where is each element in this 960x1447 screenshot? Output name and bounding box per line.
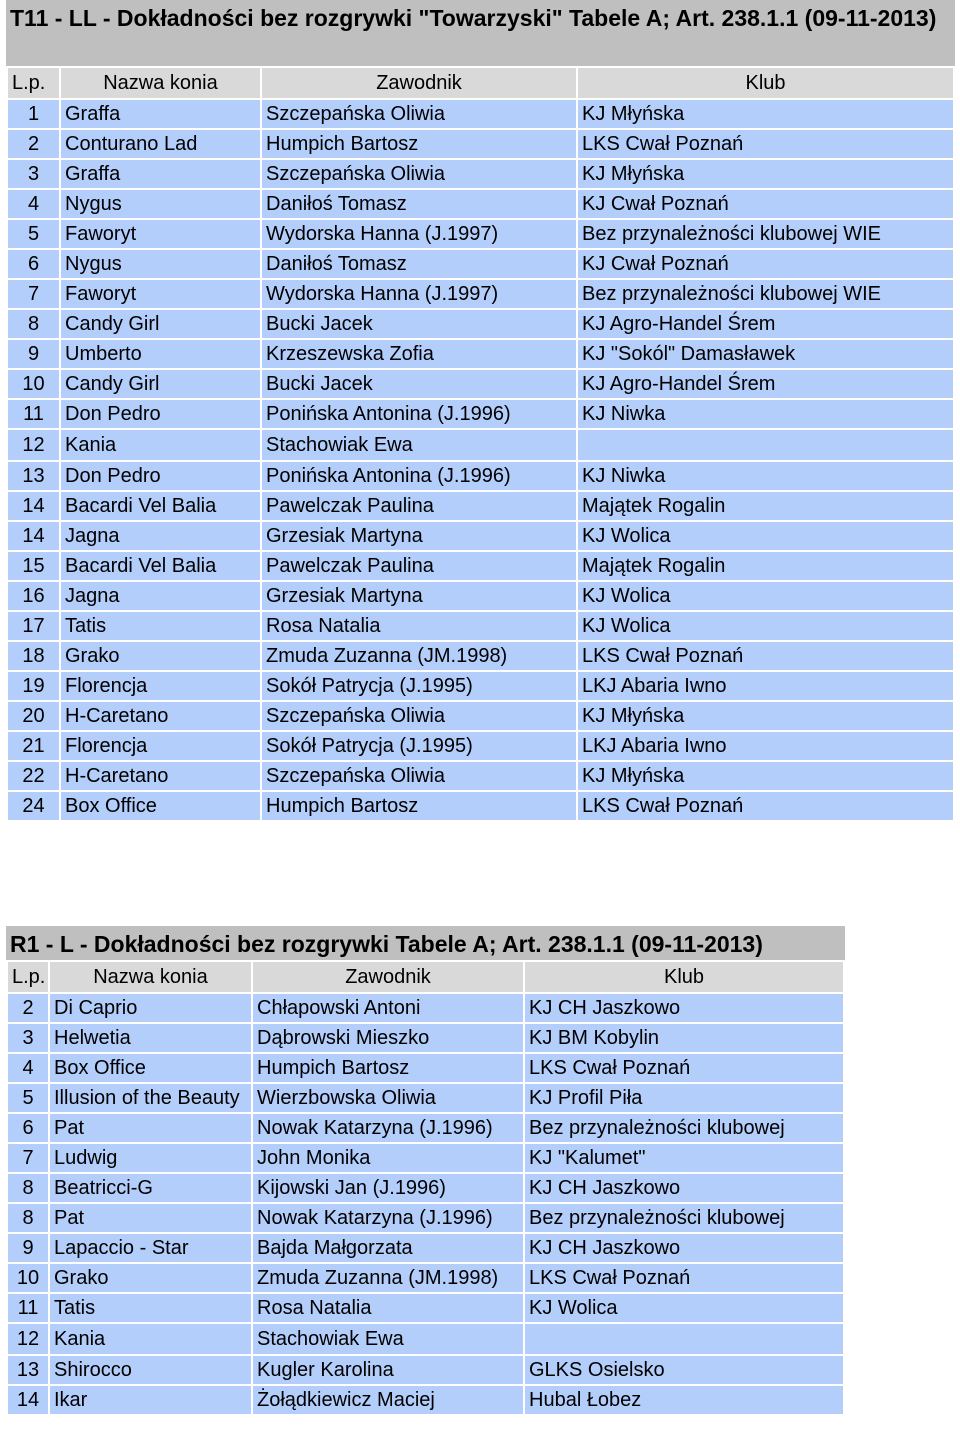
table-row xyxy=(7,1173,844,1203)
row-horse-name: Graffa xyxy=(60,99,261,129)
row-club: KJ BM Kobylin xyxy=(524,1023,844,1053)
table-row xyxy=(7,309,954,339)
row-club: KJ CH Jaszkowo xyxy=(524,1233,844,1263)
row-horse-name: Florencja xyxy=(60,671,261,701)
results-grid xyxy=(6,960,845,1416)
row-club: KJ Cwał Poznań xyxy=(577,249,954,279)
row-club: KJ Cwał Poznań xyxy=(577,189,954,219)
row-lp: 2 xyxy=(7,993,49,1023)
row-horse-name: Candy Girl xyxy=(60,369,261,399)
row-horse-name: H-Caretano xyxy=(60,761,261,791)
table-row xyxy=(7,701,954,731)
table-row xyxy=(7,611,954,641)
table-row xyxy=(7,129,954,159)
row-lp: 21 xyxy=(7,731,60,761)
table-row xyxy=(7,1355,844,1385)
row-club: Hubal Łobez xyxy=(524,1385,844,1415)
row-rider: Ponińska Antonina (J.1996) xyxy=(261,461,577,491)
row-club xyxy=(524,1323,844,1355)
row-horse-name: Grako xyxy=(60,641,261,671)
row-lp: 8 xyxy=(7,1203,49,1233)
row-club: KJ "Kalumet" xyxy=(524,1143,844,1173)
row-horse-name: Grako xyxy=(49,1263,252,1293)
row-horse-name: Jagna xyxy=(60,581,261,611)
row-rider: Humpich Bartosz xyxy=(252,1053,524,1083)
row-lp: 7 xyxy=(7,1143,49,1173)
table-row xyxy=(7,1203,844,1233)
table-row xyxy=(7,1385,844,1415)
row-lp: 8 xyxy=(7,309,60,339)
row-rider: Szczepańska Oliwia xyxy=(261,701,577,731)
row-lp: 14 xyxy=(7,521,60,551)
row-lp: 16 xyxy=(7,581,60,611)
row-rider: Szczepańska Oliwia xyxy=(261,761,577,791)
row-rider: Pawelczak Paulina xyxy=(261,491,577,521)
row-rider: Bucki Jacek xyxy=(261,369,577,399)
row-rider: Wydorska Hanna (J.1997) xyxy=(261,219,577,249)
header-row xyxy=(7,67,954,99)
row-lp: 3 xyxy=(7,159,60,189)
row-horse-name: Nygus xyxy=(60,249,261,279)
row-club: LKS Cwał Poznań xyxy=(577,129,954,159)
row-club: Bez przynależności klubowej xyxy=(524,1203,844,1233)
row-rider: Sokół Patrycja (J.1995) xyxy=(261,671,577,701)
results-grid xyxy=(6,66,955,822)
row-club: KJ Niwka xyxy=(577,461,954,491)
table-row xyxy=(7,429,954,461)
header-club: Klub xyxy=(577,67,954,99)
header-row xyxy=(7,961,844,993)
header-rider: Zawodnik xyxy=(252,961,524,993)
row-rider: Szczepańska Oliwia xyxy=(261,159,577,189)
row-club: LKJ Abaria Iwno xyxy=(577,731,954,761)
table-row xyxy=(7,491,954,521)
row-club: KJ Młyńska xyxy=(577,159,954,189)
row-club: KJ Profil Piła xyxy=(524,1083,844,1113)
row-club: KJ Niwka xyxy=(577,399,954,429)
row-horse-name: Jagna xyxy=(60,521,261,551)
row-horse-name: Ikar xyxy=(49,1385,252,1415)
header-rider: Zawodnik xyxy=(261,67,577,99)
row-lp: 5 xyxy=(7,219,60,249)
row-lp: 1 xyxy=(7,99,60,129)
row-lp: 10 xyxy=(7,1263,49,1293)
row-club: KJ Młyńska xyxy=(577,701,954,731)
row-club: KJ Młyńska xyxy=(577,99,954,129)
row-horse-name: Conturano Lad xyxy=(60,129,261,159)
row-horse-name: Illusion of the Beauty xyxy=(49,1083,252,1113)
row-club: LKS Cwał Poznań xyxy=(524,1053,844,1083)
row-lp: 7 xyxy=(7,279,60,309)
row-lp: 13 xyxy=(7,1355,49,1385)
row-rider: Zmuda Zuzanna (JM.1998) xyxy=(261,641,577,671)
row-club: KJ CH Jaszkowo xyxy=(524,993,844,1023)
row-lp: 20 xyxy=(7,701,60,731)
row-rider: Wydorska Hanna (J.1997) xyxy=(261,279,577,309)
row-rider: Pawelczak Paulina xyxy=(261,551,577,581)
table-row xyxy=(7,1323,844,1355)
row-rider: Daniłoś Tomasz xyxy=(261,249,577,279)
row-rider: Daniłoś Tomasz xyxy=(261,189,577,219)
row-club: LKS Cwał Poznań xyxy=(524,1263,844,1293)
table-row xyxy=(7,461,954,491)
row-rider: Bucki Jacek xyxy=(261,309,577,339)
table-title: T11 - LL - Dokładności bez rozgrywki "Towarzyski" Tabele A; Art. 238.1.1 (09-11-2013) xyxy=(6,0,955,66)
row-rider: Rosa Natalia xyxy=(261,611,577,641)
table-row xyxy=(7,279,954,309)
row-club xyxy=(577,429,954,461)
row-lp: 6 xyxy=(7,1113,49,1143)
row-lp: 8 xyxy=(7,1173,49,1203)
row-horse-name: Shirocco xyxy=(49,1355,252,1385)
table-row xyxy=(7,761,954,791)
row-club: Majątek Rogalin xyxy=(577,551,954,581)
row-club: KJ Agro-Handel Śrem xyxy=(577,369,954,399)
table-row xyxy=(7,551,954,581)
row-horse-name: Helwetia xyxy=(49,1023,252,1053)
row-horse-name: Don Pedro xyxy=(60,461,261,491)
row-club: Bez przynależności klubowej WIE xyxy=(577,279,954,309)
row-lp: 22 xyxy=(7,761,60,791)
row-horse-name: Nygus xyxy=(60,189,261,219)
row-horse-name: Beatricci-G xyxy=(49,1173,252,1203)
row-rider: Humpich Bartosz xyxy=(261,791,577,821)
row-club: KJ Wolica xyxy=(524,1293,844,1323)
row-rider: Humpich Bartosz xyxy=(261,129,577,159)
row-club: LKS Cwał Poznań xyxy=(577,791,954,821)
results-table-t11 xyxy=(6,0,955,822)
table-row xyxy=(7,521,954,551)
table-title: R1 - L - Dokładności bez rozgrywki Tabele A; Art. 238.1.1 (09-11-2013) xyxy=(6,926,845,960)
row-club: KJ CH Jaszkowo xyxy=(524,1173,844,1203)
table-row xyxy=(7,219,954,249)
row-club: Bez przynależności klubowej xyxy=(524,1113,844,1143)
table-row xyxy=(7,1263,844,1293)
row-rider: Grzesiak Martyna xyxy=(261,581,577,611)
row-rider: Kugler Karolina xyxy=(252,1355,524,1385)
row-lp: 5 xyxy=(7,1083,49,1113)
row-horse-name: Graffa xyxy=(60,159,261,189)
row-rider: Nowak Katarzyna (J.1996) xyxy=(252,1113,524,1143)
row-lp: 10 xyxy=(7,369,60,399)
row-horse-name: Lapaccio - Star xyxy=(49,1233,252,1263)
table-row xyxy=(7,791,954,821)
row-club: Bez przynależności klubowej WIE xyxy=(577,219,954,249)
row-rider: Dąbrowski Mieszko xyxy=(252,1023,524,1053)
table-row xyxy=(7,399,954,429)
row-horse-name: Bacardi Vel Balia xyxy=(60,491,261,521)
header-horse: Nazwa konia xyxy=(60,67,261,99)
row-lp: 6 xyxy=(7,249,60,279)
row-horse-name: Candy Girl xyxy=(60,309,261,339)
row-rider: Wierzbowska Oliwia xyxy=(252,1083,524,1113)
row-rider: Kijowski Jan (J.1996) xyxy=(252,1173,524,1203)
row-club: KJ "Sokól" Damasławek xyxy=(577,339,954,369)
table-row xyxy=(7,1293,844,1323)
header-lp: L.p. xyxy=(7,961,49,993)
row-horse-name: Umberto xyxy=(60,339,261,369)
row-horse-name: Tatis xyxy=(60,611,261,641)
row-club: KJ Wolica xyxy=(577,611,954,641)
row-lp: 9 xyxy=(7,1233,49,1263)
table-row xyxy=(7,731,954,761)
row-horse-name: Kania xyxy=(60,429,261,461)
row-rider: John Monika xyxy=(252,1143,524,1173)
row-horse-name: Faworyt xyxy=(60,219,261,249)
table-row xyxy=(7,339,954,369)
table-row xyxy=(7,159,954,189)
row-rider: Zmuda Zuzanna (JM.1998) xyxy=(252,1263,524,1293)
row-club: KJ Wolica xyxy=(577,521,954,551)
row-lp: 24 xyxy=(7,791,60,821)
row-horse-name: Bacardi Vel Balia xyxy=(60,551,261,581)
row-club: LKJ Abaria Iwno xyxy=(577,671,954,701)
row-horse-name: Box Office xyxy=(49,1053,252,1083)
row-rider: Krzeszewska Zofia xyxy=(261,339,577,369)
table-row xyxy=(7,641,954,671)
row-horse-name: Pat xyxy=(49,1113,252,1143)
table-row xyxy=(7,1233,844,1263)
header-club: Klub xyxy=(524,961,844,993)
row-lp: 12 xyxy=(7,429,60,461)
table-row xyxy=(7,581,954,611)
row-lp: 4 xyxy=(7,1053,49,1083)
header-lp: L.p. xyxy=(7,67,60,99)
row-rider: Żołądkiewicz Maciej xyxy=(252,1385,524,1415)
row-lp: 14 xyxy=(7,491,60,521)
row-horse-name: Florencja xyxy=(60,731,261,761)
table-row xyxy=(7,1113,844,1143)
row-rider: Szczepańska Oliwia xyxy=(261,99,577,129)
row-horse-name: Pat xyxy=(49,1203,252,1233)
table-row xyxy=(7,671,954,701)
row-lp: 19 xyxy=(7,671,60,701)
row-lp: 15 xyxy=(7,551,60,581)
row-club: Majątek Rogalin xyxy=(577,491,954,521)
row-rider: Chłapowski Antoni xyxy=(252,993,524,1023)
table-row xyxy=(7,99,954,129)
row-lp: 11 xyxy=(7,1293,49,1323)
row-rider: Ponińska Antonina (J.1996) xyxy=(261,399,577,429)
row-club: LKS Cwał Poznań xyxy=(577,641,954,671)
table-row xyxy=(7,369,954,399)
row-lp: 3 xyxy=(7,1023,49,1053)
row-club: KJ Agro-Handel Śrem xyxy=(577,309,954,339)
table-row xyxy=(7,249,954,279)
row-horse-name: Box Office xyxy=(60,791,261,821)
row-lp: 12 xyxy=(7,1323,49,1355)
table-row xyxy=(7,1083,844,1113)
row-lp: 2 xyxy=(7,129,60,159)
row-club: KJ Młyńska xyxy=(577,761,954,791)
row-rider: Stachowiak Ewa xyxy=(252,1323,524,1355)
row-rider: Bajda Małgorzata xyxy=(252,1233,524,1263)
row-club: GLKS Osielsko xyxy=(524,1355,844,1385)
table-row xyxy=(7,1143,844,1173)
row-horse-name: Kania xyxy=(49,1323,252,1355)
row-rider: Rosa Natalia xyxy=(252,1293,524,1323)
row-horse-name: Di Caprio xyxy=(49,993,252,1023)
header-horse: Nazwa konia xyxy=(49,961,252,993)
row-lp: 4 xyxy=(7,189,60,219)
row-horse-name: Faworyt xyxy=(60,279,261,309)
row-horse-name: Ludwig xyxy=(49,1143,252,1173)
row-lp: 13 xyxy=(7,461,60,491)
row-rider: Sokół Patrycja (J.1995) xyxy=(261,731,577,761)
table-row xyxy=(7,1023,844,1053)
row-rider: Grzesiak Martyna xyxy=(261,521,577,551)
row-horse-name: Tatis xyxy=(49,1293,252,1323)
row-lp: 17 xyxy=(7,611,60,641)
row-rider: Stachowiak Ewa xyxy=(261,429,577,461)
row-lp: 14 xyxy=(7,1385,49,1415)
table-row xyxy=(7,1053,844,1083)
row-rider: Nowak Katarzyna (J.1996) xyxy=(252,1203,524,1233)
row-lp: 18 xyxy=(7,641,60,671)
row-lp: 11 xyxy=(7,399,60,429)
table-row xyxy=(7,189,954,219)
row-club: KJ Wolica xyxy=(577,581,954,611)
row-lp: 9 xyxy=(7,339,60,369)
row-horse-name: H-Caretano xyxy=(60,701,261,731)
table-row xyxy=(7,993,844,1023)
results-table-r1 xyxy=(6,926,845,1416)
row-horse-name: Don Pedro xyxy=(60,399,261,429)
